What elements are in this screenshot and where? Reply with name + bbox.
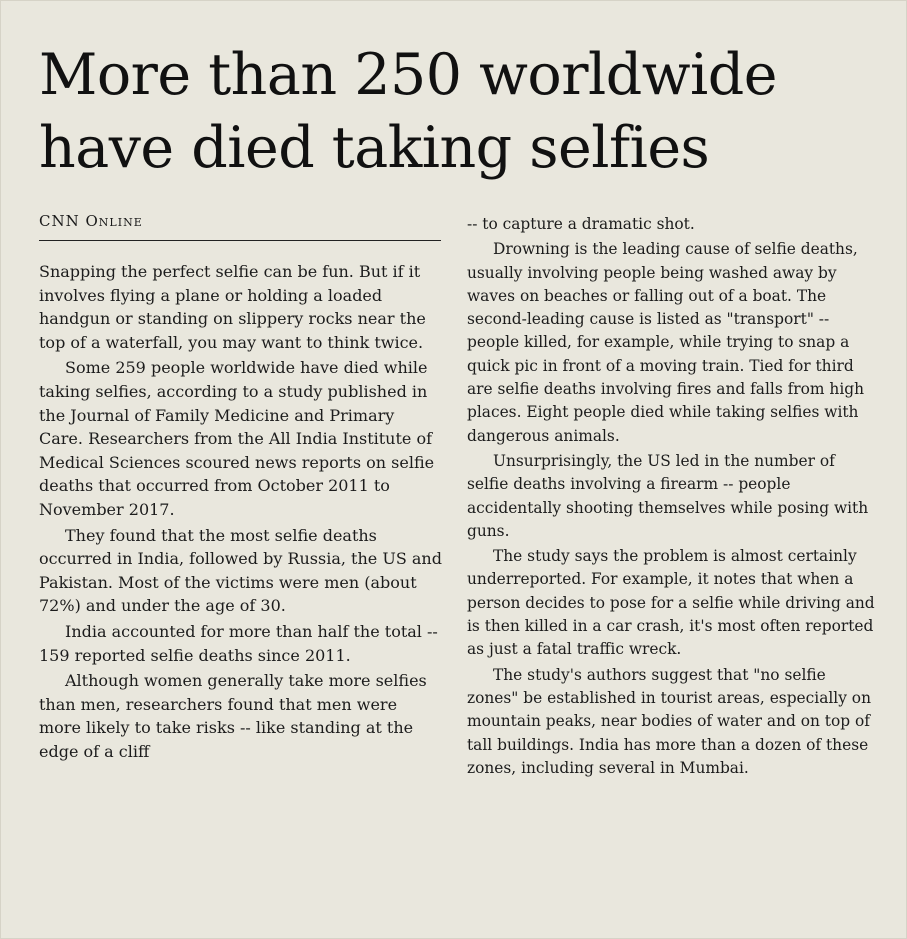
paragraph: They found that the most selfie deaths occurred in India, followed by Russia, the US and Pakistan. Most of the victims were men (about 72%) and under the age of 30. bbox=[39, 525, 442, 616]
paragraph: The study's authors suggest that "no selfie zones" be established in tourist areas, especially on mountain peaks, near bodies of water and on top of tall buildings. India has more than a dozen of these zones, including several in Mumbai. bbox=[467, 665, 871, 777]
paragraph: The study says the problem is almost certainly underreported. For example, it notes that when a person decides to pose for a selfie while driving and is then killed in a car crash, it's most often reported as just a fatal traffic wreck. bbox=[467, 547, 875, 659]
article-column-right bbox=[467, 213, 877, 780]
article-column-left bbox=[39, 260, 443, 763]
headline: More than 250 worldwide have died taking selfies bbox=[39, 42, 777, 181]
paragraph: Some 259 people worldwide have died while taking selfies, according to a study published in the Journal of Family Medicine and Primary Care. Researchers from the All India Institute of Medical Sciences scoured news reports on selfie deaths that occurred from October 2011 to November 2017. bbox=[39, 358, 435, 519]
paragraph: India accounted for more than half the total -- 159 reported selfie deaths since 2011. bbox=[39, 621, 438, 665]
byline: CNN Online bbox=[39, 212, 441, 241]
paragraph: -- to capture a dramatic shot. bbox=[467, 215, 695, 233]
paragraph: Snapping the perfect selfie can be fun. But if it involves flying a plane or holding a loaded handgun or standing on slippery rocks near the top of a waterfall, you may want to think twice. bbox=[39, 262, 426, 352]
paragraph: Drowning is the leading cause of selfie deaths, usually involving people being washed away by waves on beaches or falling out of a boat. The second-leading cause is listed as "transport" -- people killed, for example, while trying to snap a quick pic in front of a moving train. Tied for third are selfie deaths involving fires and falls from high places. Eight people died while taking selfies with dangerous animals. bbox=[467, 240, 865, 445]
paragraph: Unsurprisingly, the US led in the number of selfie deaths involving a firearm -- people accidentally shooting themselves while posing with guns. bbox=[467, 451, 869, 540]
paragraph: Although women generally take more selfies than men, researchers found that men were more likely to take risks -- like standing at the edge of a cliff bbox=[39, 671, 427, 761]
